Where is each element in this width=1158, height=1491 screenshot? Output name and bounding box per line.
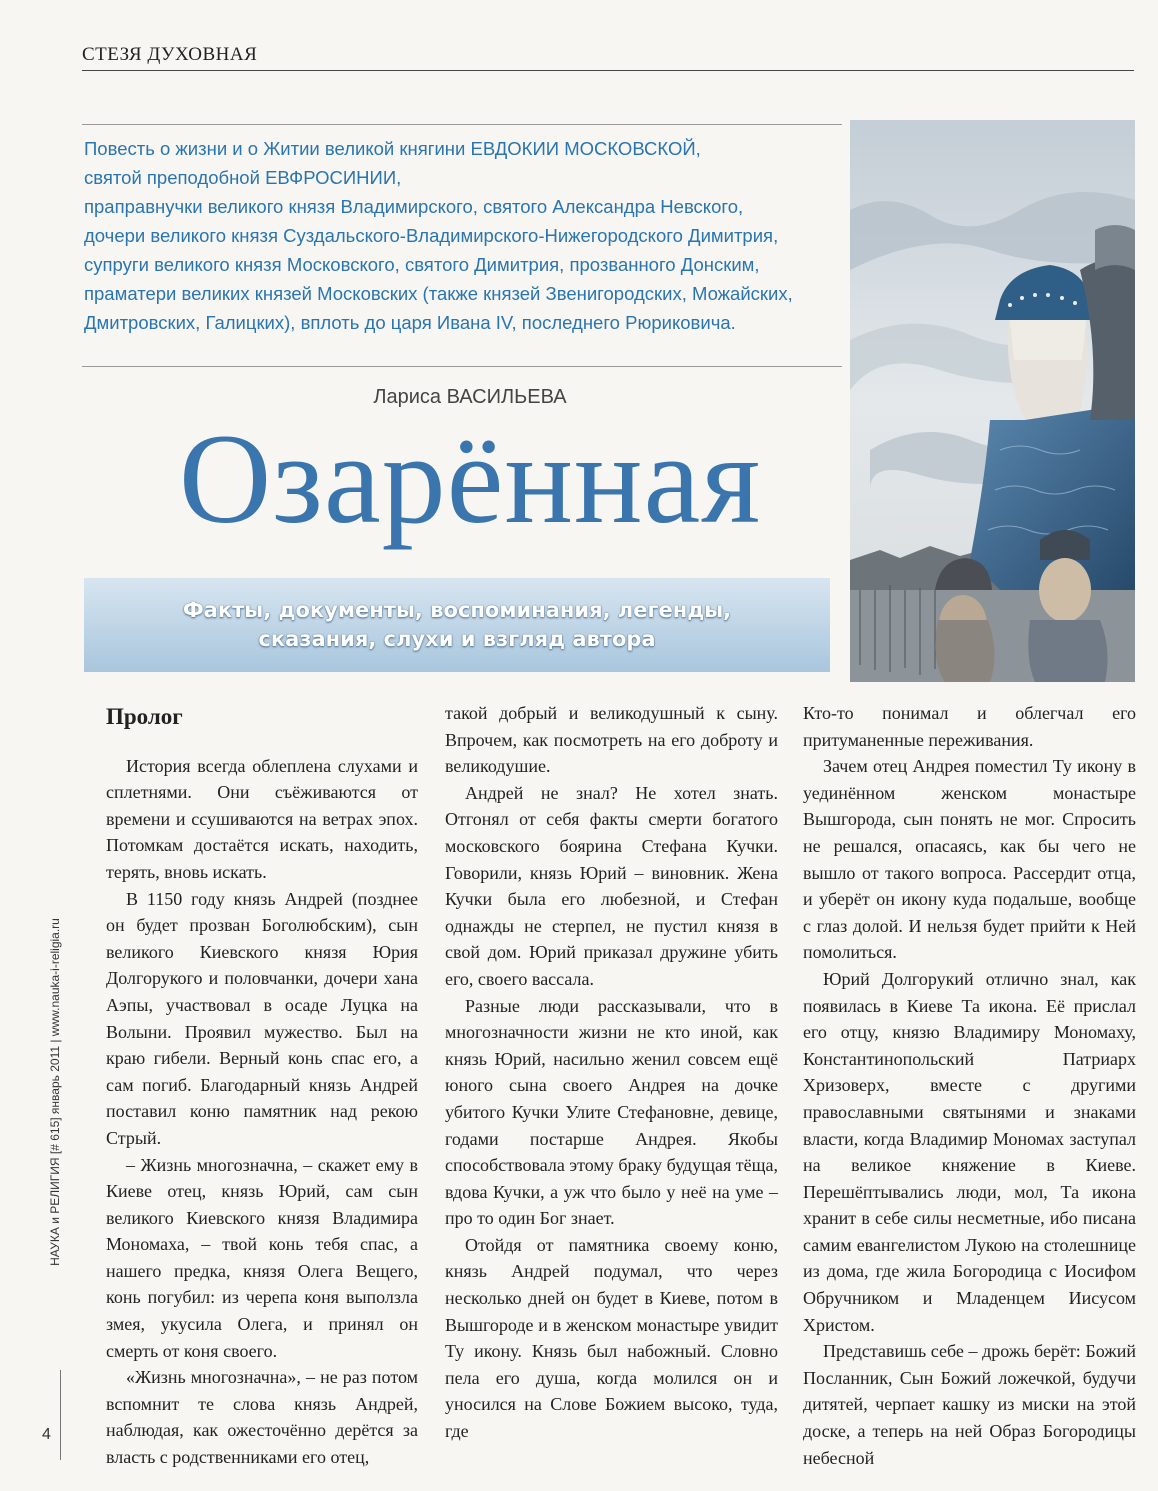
subtitle-banner <box>84 578 830 672</box>
article-column-1 <box>106 700 418 1468</box>
paragraph: – Жизнь многозначна, – скажет ему в Киеве отец, князь Юрий, сам сын великого Киевского князя Владимира Мономаха, – твой конь тебя спас, а нашего предка, князя Олега Вещего, конь погубил: из черепа коня выползла змея, укусила Олега, и принял он смерть от коня своего. <box>106 1154 418 1361</box>
intro-line: праматери великих князей Московских (также князей Звенигородских, Можайских, <box>84 283 793 304</box>
paragraph: Андрей не знал? Не хотел знать. Отгонял от себя факты смерти богатого московского боярина Стефана Кучки. Говорили, князь Юрий – виновник. Жена Кучки была его любезной, и Стефан однажды не стерпел, не пустил князя в свой дом. Юрий приказал дружине убить его, своего вассала. <box>445 782 778 989</box>
paragraph: Отойдя от памятника своему коню, князь Андрей подумал, что через несколько дней он будет в Киеве, потом в Вышгороде и в женском монастыре увидит Ту икону. Князь был набожный. Словно пела его душа, когда молился он и уносился на Слове Божием высоко, туда, где <box>445 1234 778 1442</box>
intro-line: Повесть о жизни и о Житии великой княгини ЕВДОКИИ МОСКОВСКОЙ, <box>84 138 701 159</box>
intro-text <box>84 134 824 337</box>
illustration-image <box>850 120 1135 682</box>
section-label: СТЕЗЯ ДУХОВНАЯ <box>82 44 258 65</box>
paragraph: Зачем отец Андрея поместил Ту икону в уединённом женском монастыре Вышгорода, сын понять не мог. Спросить не решался, опасаясь, как бы чего не вышло от такого вопроса. Рассердит отца, и уберёт он икону куда подальше, вообще с глаз долой. И нельзя будет прийти к Ней помолиться. <box>803 756 1136 963</box>
paragraph: Кто-то понимал и облегчал его притуманенные переживания. <box>803 703 1136 750</box>
article-column-3 <box>803 700 1136 1468</box>
article-title: Озарённая <box>178 408 762 550</box>
subtitle-line: Факты, документы, воспоминания, легенды, <box>182 598 732 622</box>
prolog-heading: Пролог <box>106 704 183 729</box>
intro-bottom-rule <box>82 366 842 367</box>
paragraph: В 1150 году князь Андрей (позднее он будет прозван Боголюбским), сын великого Киевского князя Юрия Долгорукого и половчанки, дочери хана Аэпы, участвовал в осаде Луцка на Волыни. Проявил мужество. Был на краю гибели. Верный конь спас его, а сам погиб. Благодарный князь Андрей поставил коню памятник над рекою Стрый. <box>106 888 418 1148</box>
intro-line: дочери великого князя Суздальского-Владимирского-Нижегородского Димитрия, <box>84 225 779 246</box>
paragraph: Представишь себе – дрожь берёт: Божий Посланник, Сын Божий ложечкой, будучи дитятей, черпает кашку из миски на этой доске, а теперь на ней Образ Богородицы небесной <box>803 1341 1136 1468</box>
header-rule <box>82 70 1134 71</box>
article-column-2 <box>445 700 778 1460</box>
author-name: Лариса ВАСИЛЬЕВА <box>373 386 567 408</box>
paragraph: Разные люди рассказывали, что в многозначности жизни не кто иной, как князь Юрий, насильно женил совсем ещё юного сына своего Андрея на дочке убитого Кучки Улите Стефановне, девице, годами постарше Андрея. Якобы способствовала этому браку будущая тёща, вдова Кучки, а уж что было у неё на уме – про то один Бог знает. <box>445 995 778 1229</box>
paragraph: Юрий Долгорукий отлично знал, как появилась в Киеве Та икона. Её прислал его отцу, князю Владимиру Мономаху, Константинопольский Патриарх Хризоверх, вместе с другими православными святынями и знаками власти, когда Владимир Мономах заступал на великое княжение в Киеве. Перешёптывались люди, мол, Та икона хранит в себе силы несметные, ибо писана самим евангелистом Лукою на столешнице из дома, где жила Богородица с Иосифом Обручником и Младенцем Иисусом Христом. <box>803 968 1136 1335</box>
intro-top-rule <box>82 124 842 125</box>
subtitle-line: сказания, слухи и взгляд автора <box>258 627 656 651</box>
side-rule <box>60 1370 61 1460</box>
paragraph: История всегда облеплена слухами и сплетнями. Они съёживаются от времени и ссушиваются на ветрах эпох. Потомкам достаётся искать, находить, терять, вновь искать. <box>106 755 418 882</box>
page-number: 4 <box>42 1426 51 1443</box>
side-publication-text: НАУКА и РЕЛИГИЯ [# 615] январь 2011 | www.nauka-i-religia.ru <box>48 918 62 1266</box>
paragraph: такой добрый и великодушный к сыну. Впрочем, как посмотреть на его доброту и великодушие. <box>445 703 778 777</box>
intro-line: супруги великого князя Московского, святого Димитрия, прозванного Донским, <box>84 254 760 275</box>
intro-line: святой преподобной ЕВФРОСИНИИ, <box>84 167 402 188</box>
intro-line: праправнучки великого князя Владимирского, святого Александра Невского, <box>84 196 744 217</box>
paragraph: «Жизнь многозначна», – не раз потом вспомнит те слова князь Андрей, наблюдая, как ожесточённо дерётся за власть с родственниками его отец, <box>106 1367 418 1468</box>
intro-line: Дмитровских, Галицких), вплоть до царя Ивана IV, последнего Рюриковича. <box>84 312 736 333</box>
illustration <box>850 120 1135 682</box>
